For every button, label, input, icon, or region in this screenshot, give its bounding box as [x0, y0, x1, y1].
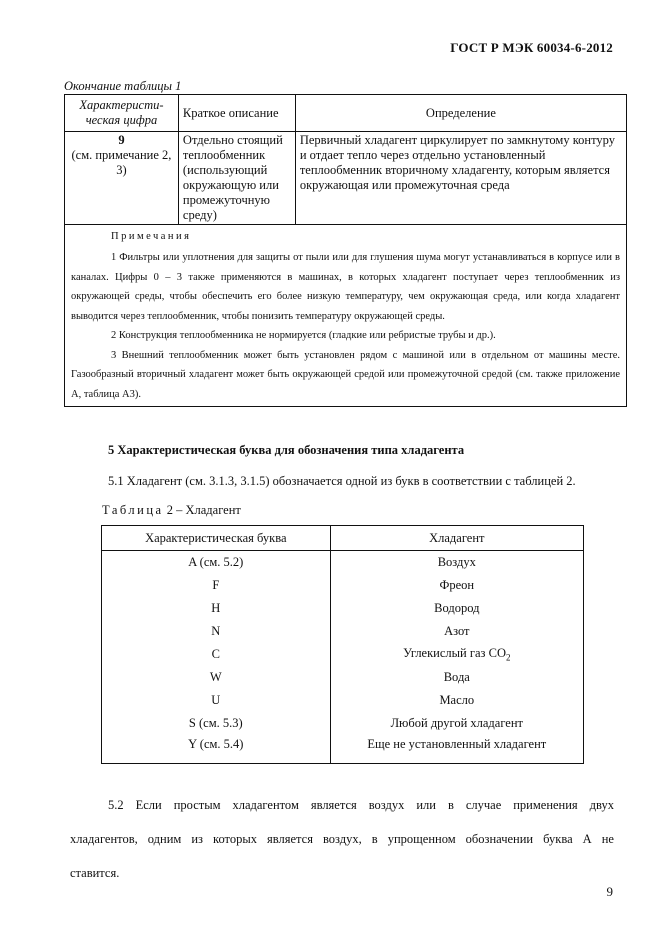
table1-header-digit: Характеристи-ческая цифра — [65, 95, 179, 132]
table1 — [64, 94, 627, 407]
co2-subscript: 2 — [505, 652, 511, 663]
table2-header-letter: Характеристическая буква — [102, 526, 331, 551]
paragraph-5-2: 5.2 Если простым хладагентом является воздух или в случае применения двух хладагентов, одним из которых является воздух, в упрощенном обозначении буква А не ставится. — [70, 798, 614, 880]
note-1: 1 Фильтры или уплотнения для защиты от пыли или для глушения шума могут устанавливаться в корпусе или в каналах. Цифры 0 – 3 также применяются в машинах, в которых хладагент поступает через теплообменник из окружающей среды, чтобы обеспечить его более низкую температуру, чем окружающая среда, или когда хладагент выводится через теплообменник, чтобы понизить температуру окружающей среды. — [71, 252, 620, 322]
table2-header-coolant: Хладагент — [330, 526, 583, 551]
table-row — [102, 597, 584, 620]
letter-cell: C — [102, 643, 331, 666]
table-row — [102, 574, 584, 597]
table1-notes — [65, 225, 627, 407]
table2-header-row — [102, 526, 584, 551]
page-number: 9 — [606, 884, 613, 899]
letter-cell: S (см. 5.3) — [102, 712, 331, 735]
coolant-cell: Фреон — [330, 574, 583, 597]
letter-cell: N — [102, 620, 331, 643]
table2-caption-text: 2 – Хладагент — [166, 503, 241, 517]
table2 — [101, 525, 584, 764]
coolant-cell: Любой другой хладагент — [330, 712, 583, 735]
coolant-cell: Водород — [330, 597, 583, 620]
coolant-cell: Вода — [330, 666, 583, 689]
table-row — [102, 620, 584, 643]
coolant-cell: Азот — [330, 620, 583, 643]
table1-digit-note: (см. примечание 2, 3) — [71, 148, 172, 177]
letter-cell: F — [102, 574, 331, 597]
table1-description: Отдельно стоящий теплообменник (использующий окружающую или промежуточную среду) — [178, 132, 295, 225]
letter-cell: U — [102, 689, 331, 712]
table1-header-row — [65, 95, 627, 132]
table-row — [102, 735, 584, 764]
note-2: 2 Конструкция теплообменника не нормируется (гладкие или ребристые трубы и др.). — [111, 330, 496, 341]
letter-cell: W — [102, 666, 331, 689]
letter-cell: Y (см. 5.4) — [102, 735, 331, 764]
table1-definition: Первичный хладагент циркулирует по замкнутому контуру и отдает тепло через отдельно установленный теплообменник вторичному хладагенту, которым является окружающая или промежуточная среда — [295, 132, 626, 225]
coolant-cell — [330, 643, 583, 666]
coolant-co2: Углекислый газ CO — [403, 646, 506, 661]
table1-digit: 9 — [118, 133, 125, 147]
table1-header-description: Краткое описание — [178, 95, 295, 132]
notes-title: Примечания — [111, 231, 192, 242]
letter-cell: H — [102, 597, 331, 620]
table1-digit-cell — [65, 132, 179, 225]
table-row — [102, 689, 584, 712]
table1-caption: Окончание таблицы 1 — [64, 79, 182, 93]
table1-header-definition: Определение — [295, 95, 626, 132]
note-3: 3 Внешний теплообменник может быть установлен рядом с машиной или в отдельном от машины месте. Газообразный вторичный хладагент может быть окружающей средой или промежуточной средой (см. также приложение А, таблица А3). — [71, 349, 620, 400]
letter-cell: A (см. 5.2) — [102, 551, 331, 575]
coolant-cell: Еще не установленный хладагент — [330, 735, 583, 764]
table-row — [102, 551, 584, 575]
table2-caption — [102, 503, 241, 518]
document-code: ГОСТ Р МЭК 60034-6-2012 — [450, 40, 613, 55]
section-heading: 5 Характеристическая буква для обозначения типа хладагента — [108, 443, 465, 457]
paragraph-5-1: 5.1 Хладагент (см. 3.1.3, 3.1.5) обозначается одной из букв в соответствии с таблицей 2. — [108, 474, 576, 488]
table-row — [102, 666, 584, 689]
table2-caption-label: Таблица — [102, 503, 164, 517]
coolant-cell: Воздух — [330, 551, 583, 575]
table1-notes-row — [65, 225, 627, 407]
table-row — [102, 643, 584, 666]
coolant-cell: Масло — [330, 689, 583, 712]
table1-row — [65, 132, 627, 225]
table-row — [102, 712, 584, 735]
